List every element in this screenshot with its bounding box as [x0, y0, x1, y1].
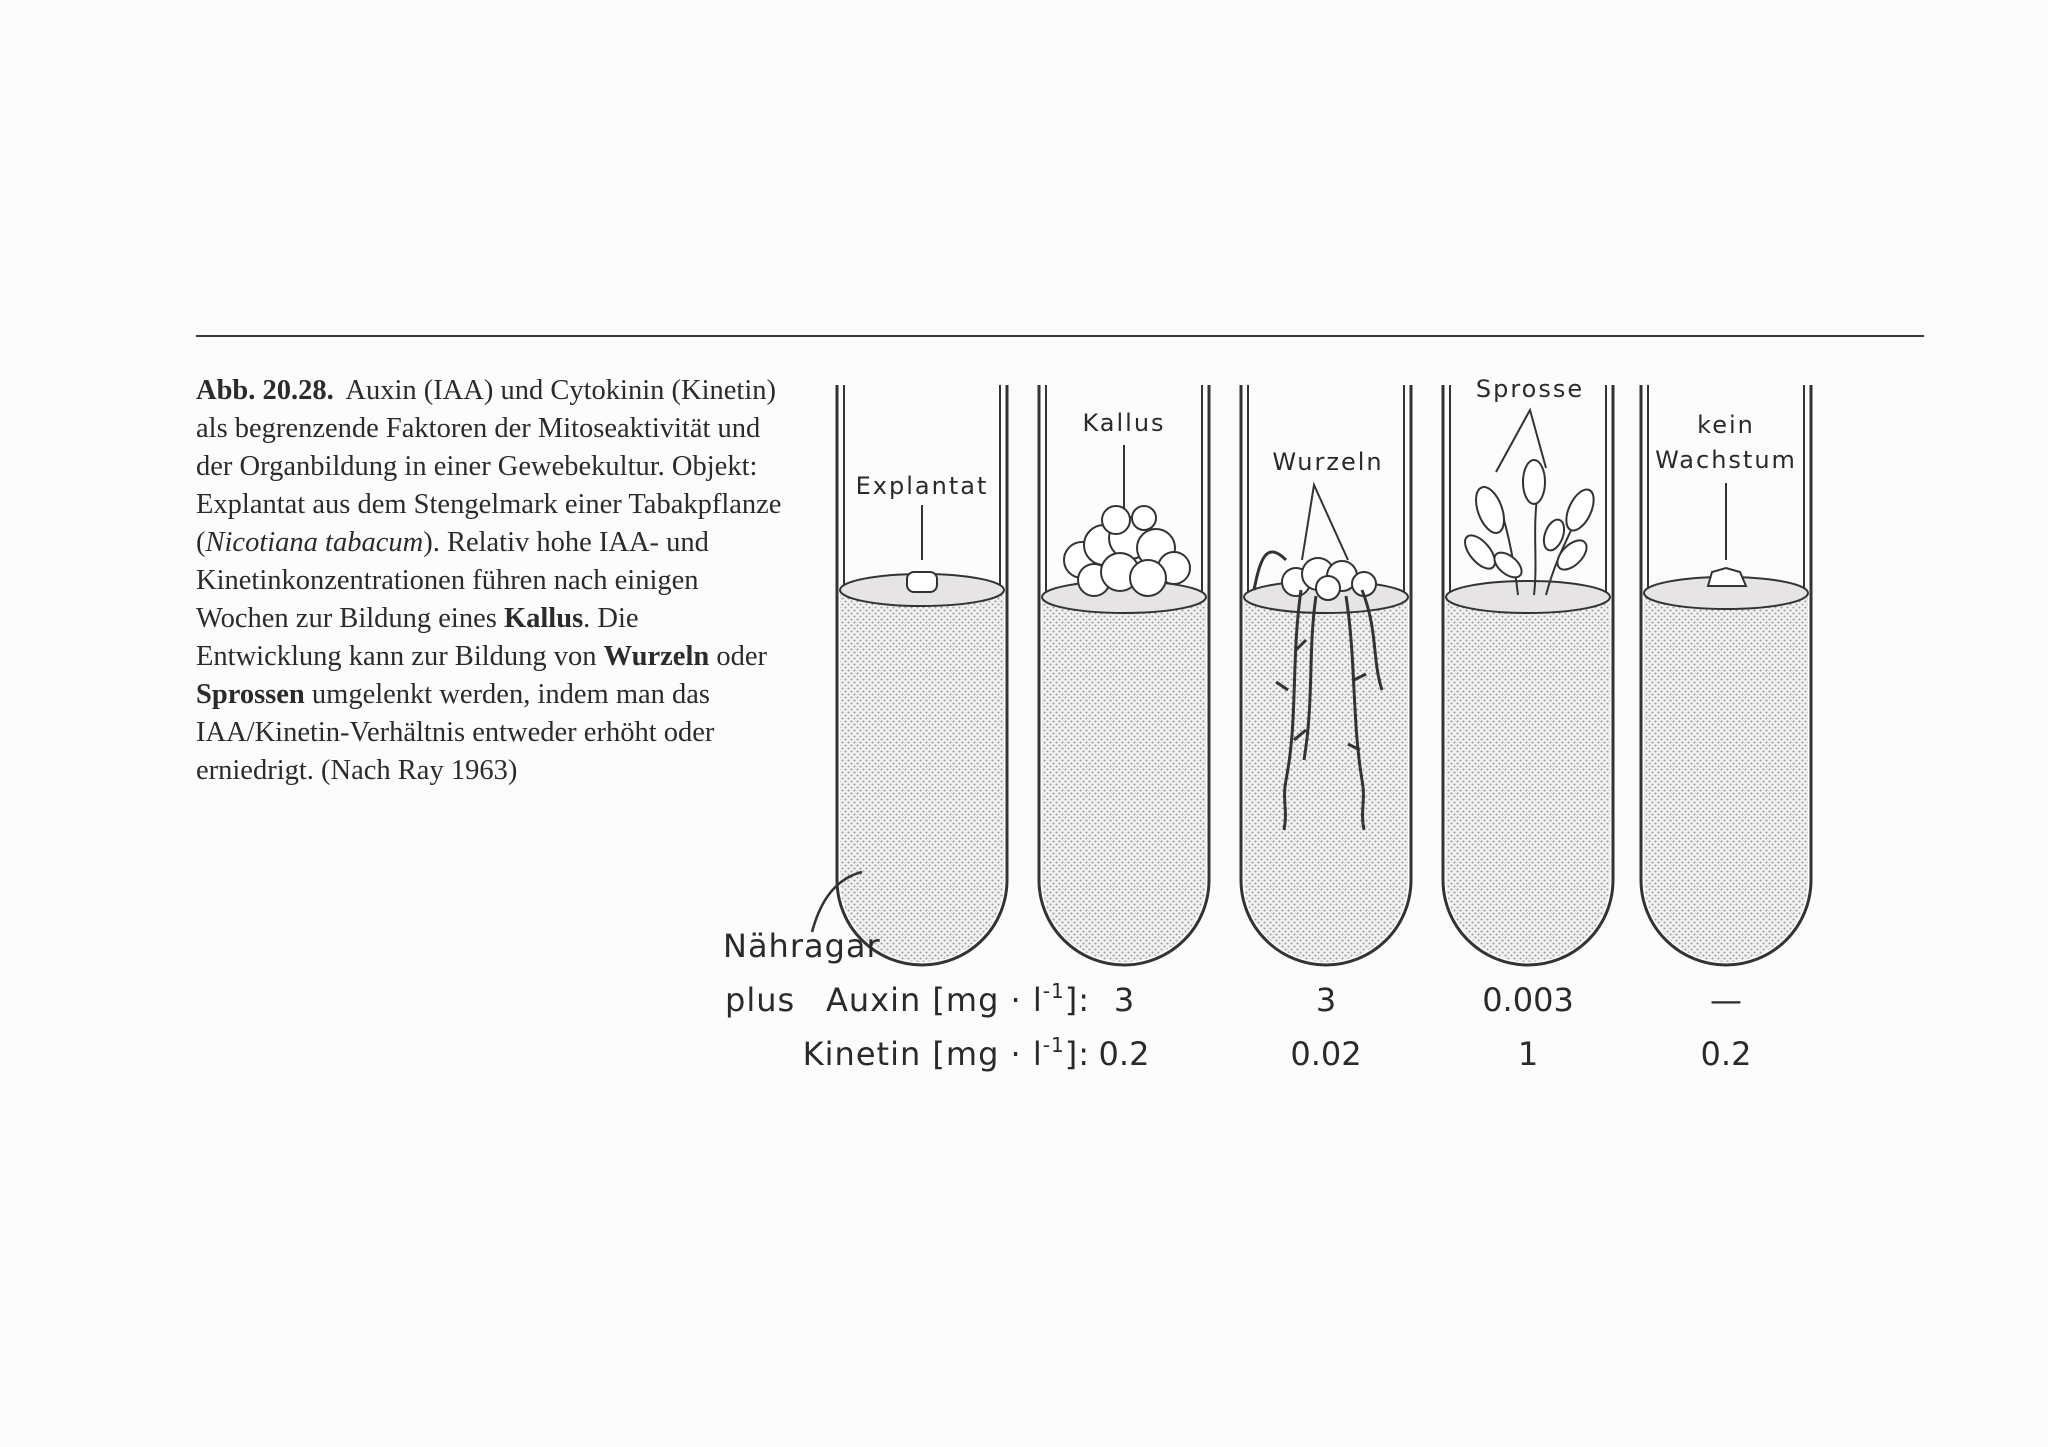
- row-prefix-plus: plus: [725, 981, 796, 1019]
- shoots: [1459, 460, 1599, 595]
- auxin-value-kein-wachstum: —: [1710, 981, 1742, 1019]
- tube-label-kallus: Kallus: [1082, 409, 1166, 437]
- caption-term-sprossen: Sprossen: [196, 679, 305, 710]
- caption-text: . Die Entwicklung kann zur Bildung von: [196, 603, 639, 672]
- explant-piece: [1708, 568, 1746, 586]
- auxin-row-label: [826, 979, 1090, 1019]
- nutrient-agar: [1244, 597, 1408, 962]
- page-rule: [196, 335, 1924, 337]
- kinetin-unit-exponent: -1: [1042, 1033, 1065, 1057]
- kinetin-row-label: [803, 1033, 1090, 1073]
- test-tube-sprosse: [1443, 375, 1613, 965]
- auxin-value-kallus: 3: [1113, 981, 1135, 1019]
- test-tube-explantat: [837, 385, 1007, 965]
- caption-paragraph: [196, 372, 786, 790]
- auxin-value-wurzeln: 3: [1315, 981, 1337, 1019]
- caption-text: ). Relativ hohe IAA- und Kinetinkonzentrationen führen nach einigen Wochen zur Bildung eines: [196, 527, 709, 634]
- kinetin-value-sprosse: 1: [1517, 1035, 1539, 1073]
- test-tube-kallus: [1039, 385, 1209, 965]
- test-tube-kein-wachstum: [1641, 385, 1811, 965]
- caption-text: oder: [709, 641, 767, 672]
- explant-piece: [907, 572, 937, 592]
- auxin-value-sprosse: 0.003: [1482, 981, 1574, 1019]
- caption-species: Nicotiana tabacum: [205, 527, 424, 558]
- auxin-label-text: Auxin [mg · l: [825, 981, 1043, 1019]
- kinetin-value-kallus: 0.2: [1098, 1035, 1150, 1073]
- caption-term-wurzeln: Wurzeln: [603, 641, 710, 672]
- tube-label-kein: kein: [1697, 411, 1755, 439]
- kinetin-label-text: Kinetin [mg · l: [802, 1035, 1043, 1073]
- auxin-unit-exponent: -1: [1042, 979, 1065, 1003]
- nutrient-agar: [840, 590, 1004, 962]
- medium-label: Nähragar: [723, 927, 881, 965]
- caption-term-kallus: Kallus: [503, 603, 584, 634]
- kinetin-value-kein-wachstum: 0.2: [1700, 1035, 1752, 1073]
- tube-label-wachstum: Wachstum: [1655, 446, 1797, 474]
- nutrient-agar: [1644, 593, 1808, 962]
- caption-label: Abb. 20.28.: [196, 375, 334, 406]
- auxin-unit-close: ]:: [1064, 981, 1090, 1019]
- callus-mass: [1064, 506, 1190, 596]
- nutrient-agar: [1446, 597, 1610, 962]
- tube-label-explantat: Explantat: [855, 472, 989, 500]
- test-tube-wurzeln: [1241, 385, 1411, 965]
- tissue-culture-figure: [700, 360, 1940, 1120]
- caption-text: umgelenkt werden, indem man das IAA/Kinetin-Verhältnis entweder erhöht oder erniedrigt. (Nach Ray 1963): [196, 679, 715, 786]
- kinetin-unit-close: ]:: [1064, 1035, 1090, 1073]
- nutrient-agar: [1042, 597, 1206, 962]
- caption-text: Auxin (IAA) und Cytokinin (Kinetin) als begrenzende Faktoren der Mitoseaktivität und der Organbildung in einer Gewebekultur. Objekt: Explantat aus dem Stengelmark einer Tabakpflanze (: [196, 375, 782, 558]
- agar-surface: [1446, 581, 1610, 613]
- label-pointer: [1302, 485, 1348, 560]
- figure-caption: [196, 372, 786, 790]
- tube-label-sprosse: Sprosse: [1475, 375, 1585, 403]
- kinetin-value-wurzeln: 0.02: [1290, 1035, 1362, 1073]
- tube-label-wurzeln: Wurzeln: [1272, 448, 1384, 476]
